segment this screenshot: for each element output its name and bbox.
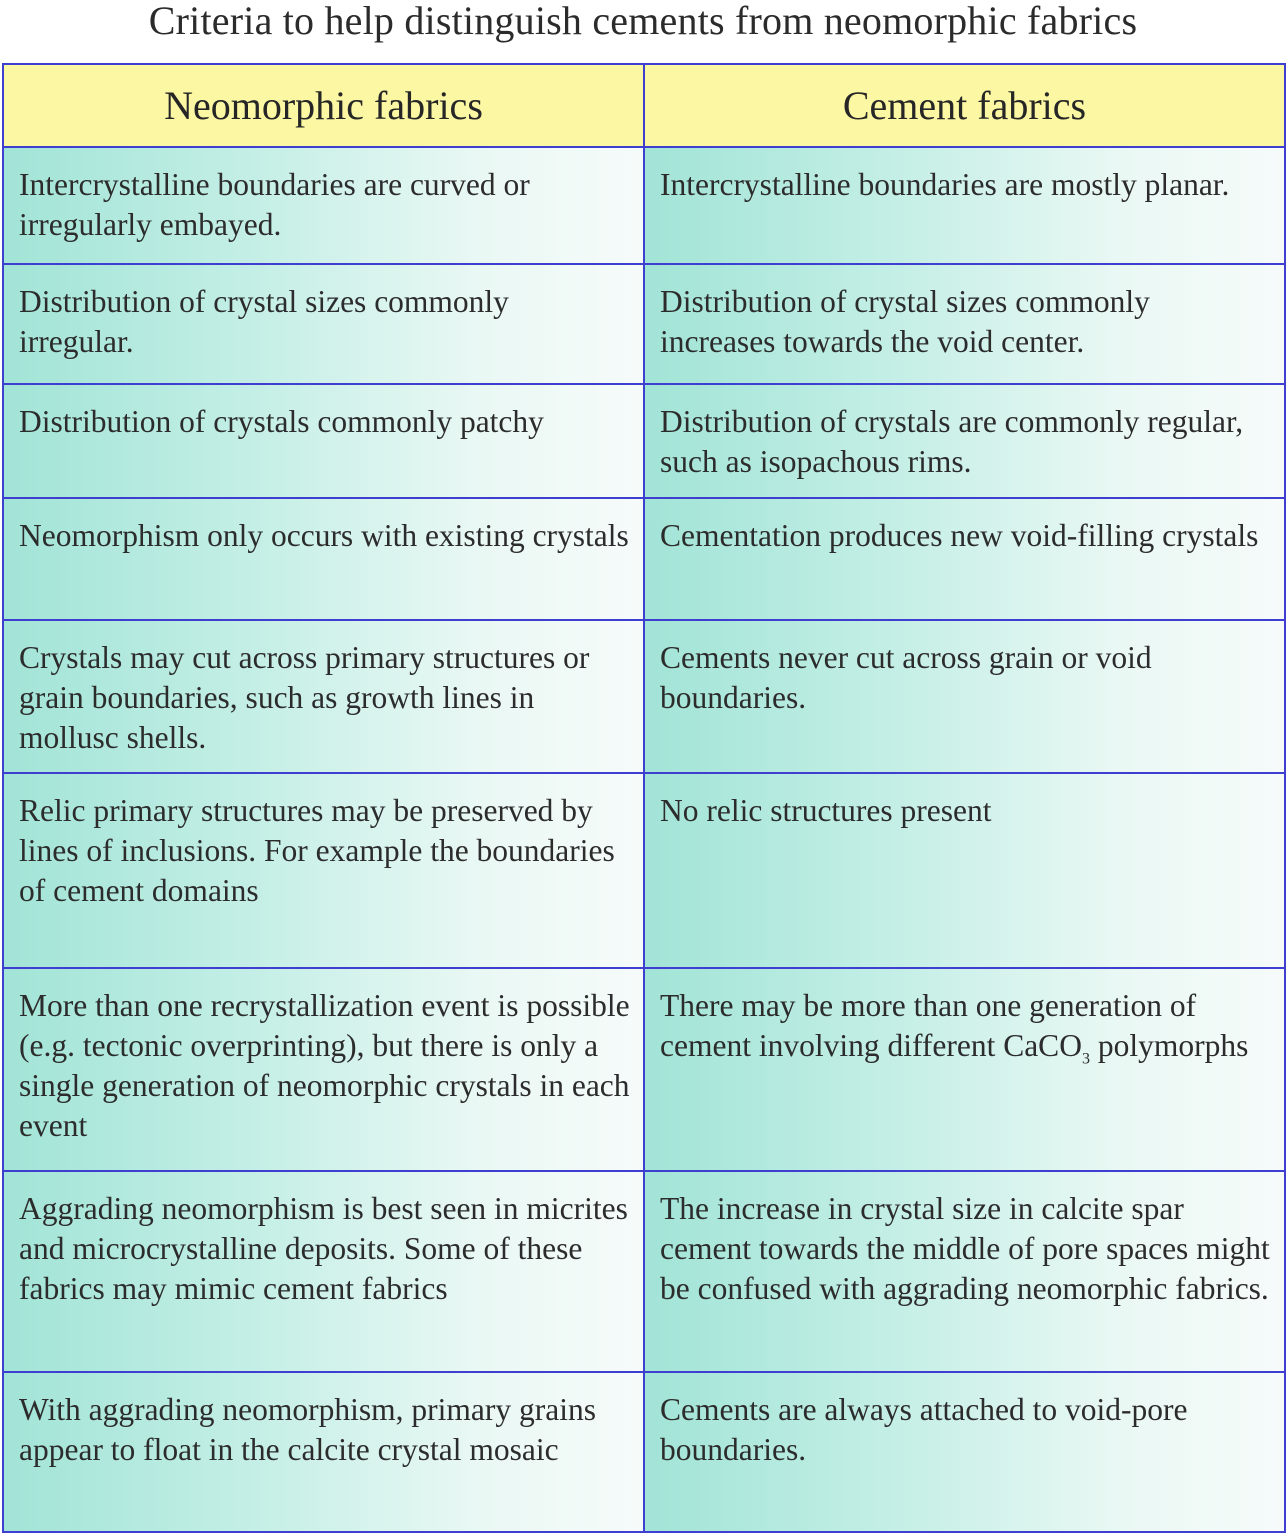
subscript-3: 3 [1081,1050,1090,1068]
cement-cell [644,968,1285,1171]
page-title: Criteria to help distinguish cements from neomorphic fabrics [148,0,1138,43]
table-row [3,498,1285,620]
header-neomorphic-fabrics: Neomorphic fabrics [3,64,644,147]
neomorphic-cell: Crystals may cut across primary structures or grain boundaries, such as growth lines in mollusc shells. [3,620,644,773]
cement-text: There may be more than one generation of cement involving different CaCO [660,988,1197,1063]
cement-cell: Intercrystalline boundaries are mostly planar. [644,147,1285,264]
neomorphic-cell: Distribution of crystals commonly patchy [3,384,644,498]
neomorphic-cell: Intercrystalline boundaries are curved or irregularly embayed. [3,147,644,264]
header-row [3,64,1285,147]
neomorphic-cell: Neomorphism only occurs with existing crystals [3,498,644,620]
neomorphic-cell: Relic primary structures may be preserved by lines of inclusions. For example the boundaries of cement domains [3,773,644,968]
table-row [3,147,1285,264]
table-row [3,384,1285,498]
neomorphic-cell: More than one recrystallization event is possible (e.g. tectonic overprinting), but there is only a single generation of neomorphic crystals in each event [3,968,644,1171]
table-row [3,1372,1285,1532]
cement-cell: Cements never cut across grain or void boundaries. [644,620,1285,773]
table-row [3,264,1285,384]
neomorphic-cell: With aggrading neomorphism, primary grains appear to float in the calcite crystal mosaic [3,1372,644,1532]
table-row [3,773,1285,968]
cement-text-end: polymorphs [1089,1028,1249,1063]
cement-cell: The increase in crystal size in calcite spar cement towards the middle of pore spaces might be confused with aggrading neomorphic fabrics. [644,1171,1285,1372]
criteria-table [2,63,1286,1533]
cement-cell: Distribution of crystal sizes commonly increases towards the void center. [644,264,1285,384]
neomorphic-cell: Aggrading neomorphism is best seen in micrites and microcrystalline deposits. Some of these fabrics may mimic cement fabrics [3,1171,644,1372]
cement-cell: Cementation produces new void-filling crystals [644,498,1285,620]
cement-cell: Distribution of crystals are commonly regular, such as isopachous rims. [644,384,1285,498]
cement-cell: No relic structures present [644,773,1285,968]
table-row [3,968,1285,1171]
header-cement-fabrics: Cement fabrics [644,64,1285,147]
neomorphic-cell: Distribution of crystal sizes commonly irregular. [3,264,644,384]
table-row [3,620,1285,773]
table-row [3,1171,1285,1372]
cement-cell: Cements are always attached to void-pore boundaries. [644,1372,1285,1532]
